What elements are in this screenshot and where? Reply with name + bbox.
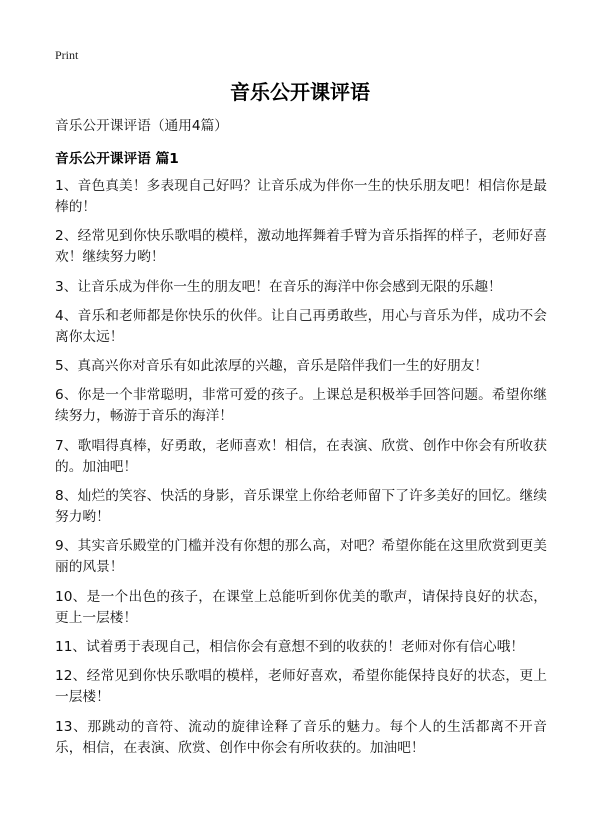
comment-item: 3、让音乐成为伴你一生的朋友吧！在音乐的海洋中你会感到无限的乐趣！	[55, 278, 502, 295]
comment-item: 12、经常见到你快乐歌唱的模样，老师好喜欢，希望你能保持良好的状态，更上一层楼！	[55, 668, 547, 706]
comment-list	[55, 176, 547, 767]
document-subtitle: 音乐公开课评语（通用4篇）	[55, 118, 228, 134]
section-heading: 音乐公开课评语 篇1	[55, 151, 179, 167]
page-title: 音乐公开课评语	[230, 80, 370, 104]
comment-item: 8、灿烂的笑容、快活的身影，音乐课堂上你给老师留下了许多美好的回忆。继续努力哟！	[55, 488, 547, 526]
comment-item: 9、其实音乐殿堂的门槛并没有你想的那么高，对吧？希望你能在这里欣赏到更美丽的风景！	[55, 538, 547, 576]
comment-item: 11、试着勇于表现自己，相信你会有意想不到的收获的！老师对你有信心哦！	[55, 638, 525, 655]
comment-item: 5、真高兴你对音乐有如此浓厚的兴趣，音乐是陪伴我们一生的好朋友！	[55, 358, 489, 375]
comment-item: 6、你是一个非常聪明，非常可爱的孩子。上课总是积极举手回答问题。希望你继续努力，畅游于音乐的海洋！	[55, 387, 547, 425]
comment-item: 2、经常见到你快乐歌唱的模样，激动地挥舞着手臂为音乐指挥的样子，老师好喜欢！继续努力哟！	[55, 228, 547, 266]
comment-item: 7、歌唱得真棒，好勇敢，老师喜欢！相信，在表演、欣赏、创作中你会有所收获的。加油吧！	[55, 437, 547, 475]
comment-item: 4、音乐和老师都是你快乐的伙伴。让自己再勇敢些，用心与音乐为伴，成功不会离你太远！	[55, 307, 547, 345]
comment-item: 1、音色真美！多表现自己好吗？让音乐成为伴你一生的快乐朋友吧！相信你是最棒的！	[55, 178, 547, 215]
print-link[interactable]: Print	[55, 48, 79, 62]
comment-item: 13、那跳动的音符、流动的旋律诠释了音乐的魅力。每个人的生活都离不开音乐，相信，在表演、欣赏、创作中你会有所收获的。加油吧！	[55, 718, 547, 756]
comment-item: 10、是一个出色的孩子，在课堂上总能听到你优美的歌声，请保持良好的状态，更上一层楼！	[55, 588, 547, 626]
